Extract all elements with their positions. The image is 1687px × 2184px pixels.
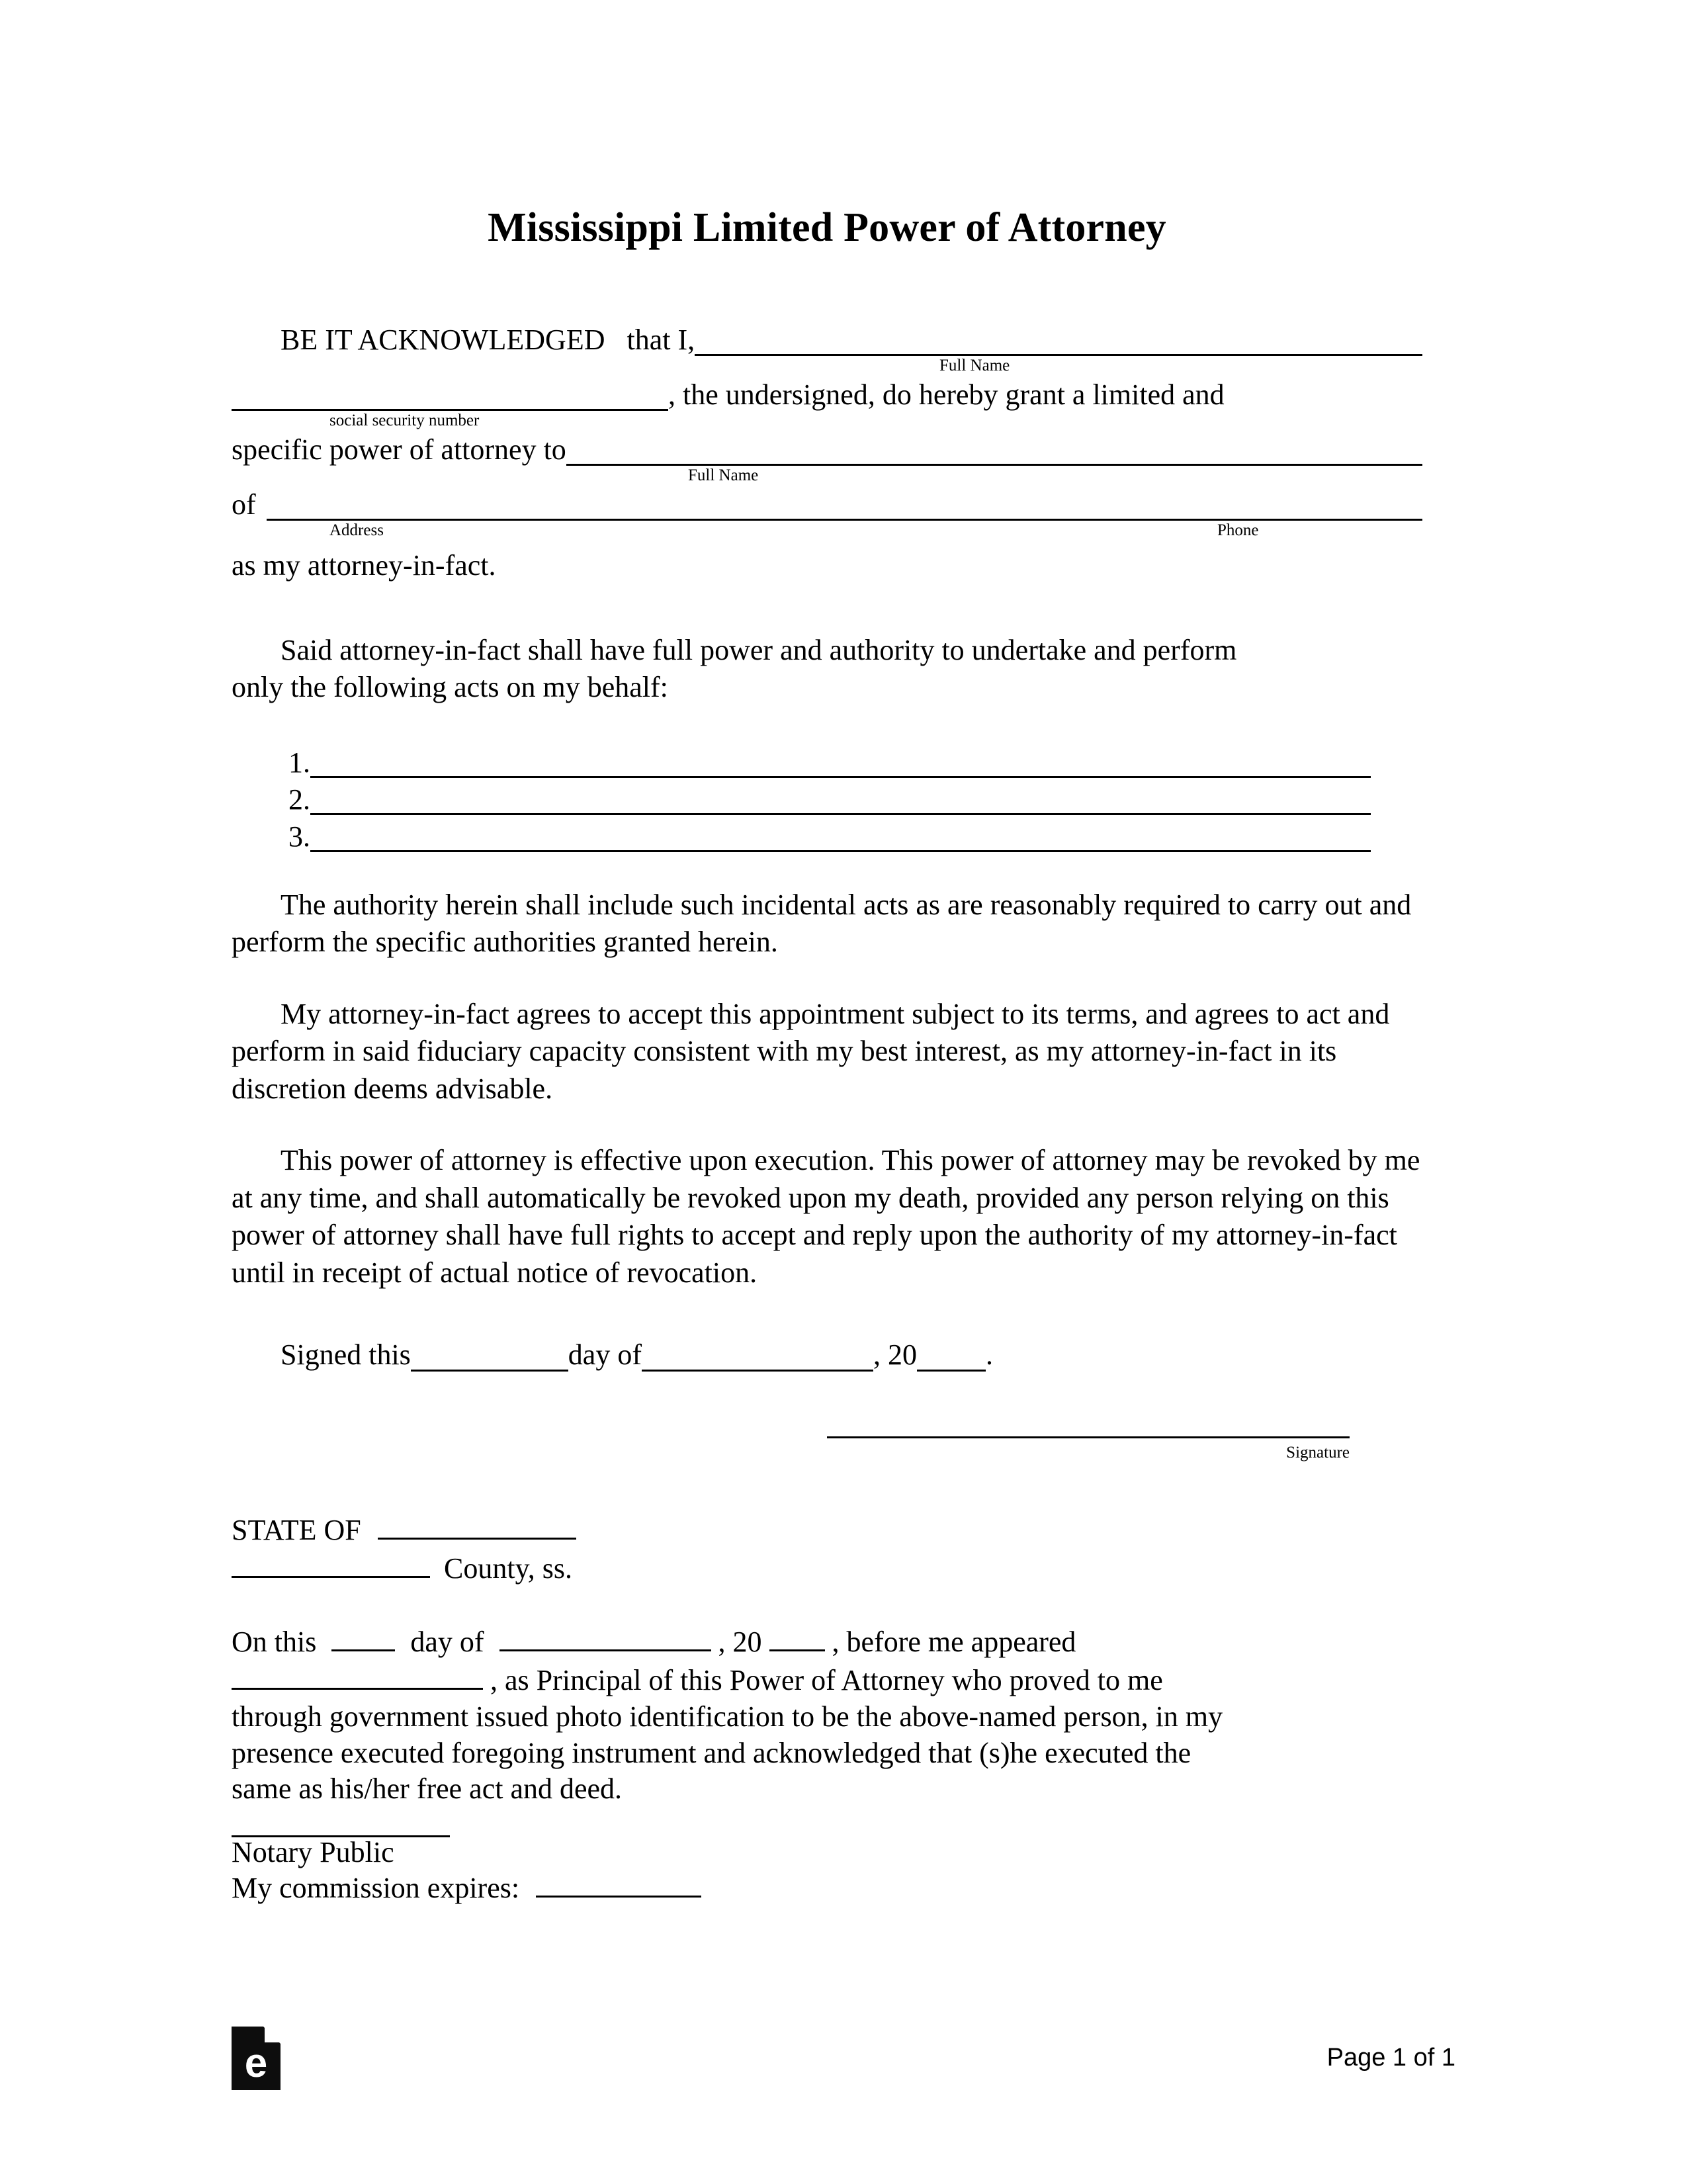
day-of-label: day of [568,1338,642,1372]
spacer [232,707,1422,741]
document-content [232,0,1422,1907]
county-row [232,1548,1422,1587]
page-footer [232,2021,1455,2107]
commission-expires-input[interactable] [536,1868,701,1898]
notary-month-input[interactable] [499,1622,711,1651]
county-input[interactable] [232,1548,430,1578]
on-this-label: On this [232,1625,317,1658]
address-phone-caption-row [232,521,1422,543]
notary-year-input[interactable] [769,1622,825,1651]
effective-revocation-paragraph: This power of attorney is effective upon execution. This power of attorney may be revoked by me at any time, and shall automatically be revoked upon my death, provided any person relying on this power of attorney shall have full rights to accept and reply upon the authority of my attorney-in-fact until in receipt of actual notice of revocation. [232,1144,1420,1289]
list-item [232,741,1422,778]
spacer [232,961,1422,996]
address-row [232,488,1422,521]
principal-name-input[interactable] [232,1660,483,1690]
attorney-full-name-caption: Full Name [688,466,759,485]
incidental-acts-paragraph: The authority herein shall include such incidental acts as are reasonably required to carry out and perform the specific authorities granted herein. [232,888,1412,959]
principal-full-name-input[interactable] [695,324,1422,356]
signature-caption: Signature [1286,1443,1350,1462]
before-me-label: , before me appeared [832,1625,1076,1658]
notary-year-prefix: , 20 [718,1625,762,1658]
county-label: County, ss. [444,1552,572,1585]
spacer [232,584,1422,632]
act-input-3[interactable] [310,822,1371,852]
spacer [232,852,1422,887]
list-item-number: 2. [288,783,310,816]
social-security-number-input[interactable] [232,378,668,411]
powers-intro-line-2: only the following acts on my behalf: [232,671,668,704]
full-name-caption: Full Name [939,357,1010,375]
year-prefix-label: , 20 [873,1338,917,1372]
sentence-period: . [985,1338,993,1372]
page-title: Mississippi Limited Power of Attorney [488,205,1166,250]
principal-label: , as Principal of this Power of Attorney who proved to me [490,1664,1163,1697]
list-item [232,778,1422,815]
commission-expires-label: My commission expires: [232,1872,520,1905]
signed-day-input[interactable] [411,1342,568,1372]
attorney-name-row [232,433,1422,466]
ssn-caption-row [232,411,1422,433]
notary-body-line-2: through government issued photo identification to be the above-named person, in my [232,1700,1223,1733]
ssn-row [232,378,1422,411]
spacer [232,1291,1422,1339]
notary-body-line-3: presence executed foregoing instrument and acknowledged that (s)he executed the [232,1736,1191,1769]
principal-full-name-caption-row [232,356,1422,378]
acceptance-paragraph: My attorney-in-fact agrees to accept this appointment subject to its terms, and agrees to act and perform in said fiduciary capacity consistent with my best interest, as my attorney-in-fact in its discretion deems advisable. [232,997,1390,1105]
signed-month-input[interactable] [642,1342,873,1372]
page-indicator: Page 1 of 1 [1326,2044,1455,2072]
signature-block [827,1435,1350,1462]
commission-expiry-row [232,1868,1422,1907]
act-input-2[interactable] [310,785,1371,815]
list-item [232,815,1422,852]
granted-acts-list [232,741,1422,852]
act-input-1[interactable] [310,748,1371,778]
undersigned-text: , the undersigned, do hereby grant a limited and [668,378,1225,411]
eforms-logo-icon [232,2027,281,2090]
notary-day-of-label: day of [410,1625,484,1658]
state-of-label: STATE OF [232,1513,361,1546]
signed-date-row [232,1339,1422,1371]
grantor-field-block [232,324,1422,584]
signed-year-input[interactable] [917,1342,986,1372]
powers-intro-line-1: Said attorney-in-fact shall have full power and authority to undertake and perform [281,633,1237,666]
of-label: of [232,488,256,521]
attorney-name-caption-row [232,466,1422,488]
list-item-number: 3. [288,820,310,853]
specific-power-label: specific power of attorney to [232,433,566,466]
spacer [232,1587,1422,1622]
list-item-number: 1. [288,746,310,779]
phone-caption: Phone [1217,521,1259,540]
principal-row [232,1660,1422,1699]
attorney-in-fact-label: as my attorney-in-fact. [232,549,496,582]
notary-body-line-4: same as his/her free act and deed. [232,1772,623,1806]
attorney-full-name-input[interactable] [566,433,1422,466]
signed-this-label: Signed this [281,1338,411,1372]
notary-public-label: Notary Public [232,1835,394,1868]
notary-day-input[interactable] [331,1622,395,1651]
address-caption: Address [329,521,384,540]
acknowledge-row [232,324,1422,356]
state-input[interactable] [378,1510,576,1540]
notary-date-row [232,1622,1422,1661]
eforms-logo-letter: e [244,2040,268,2086]
social-security-number-caption: social security number [329,412,480,430]
spacer [232,1108,1422,1142]
acknowledge-label: BE IT ACKNOWLEDGED that I, [281,323,695,356]
state-row [232,1510,1422,1549]
notary-acknowledgment-block [232,1510,1422,1907]
attorney-address-phone-input[interactable] [267,488,1422,521]
